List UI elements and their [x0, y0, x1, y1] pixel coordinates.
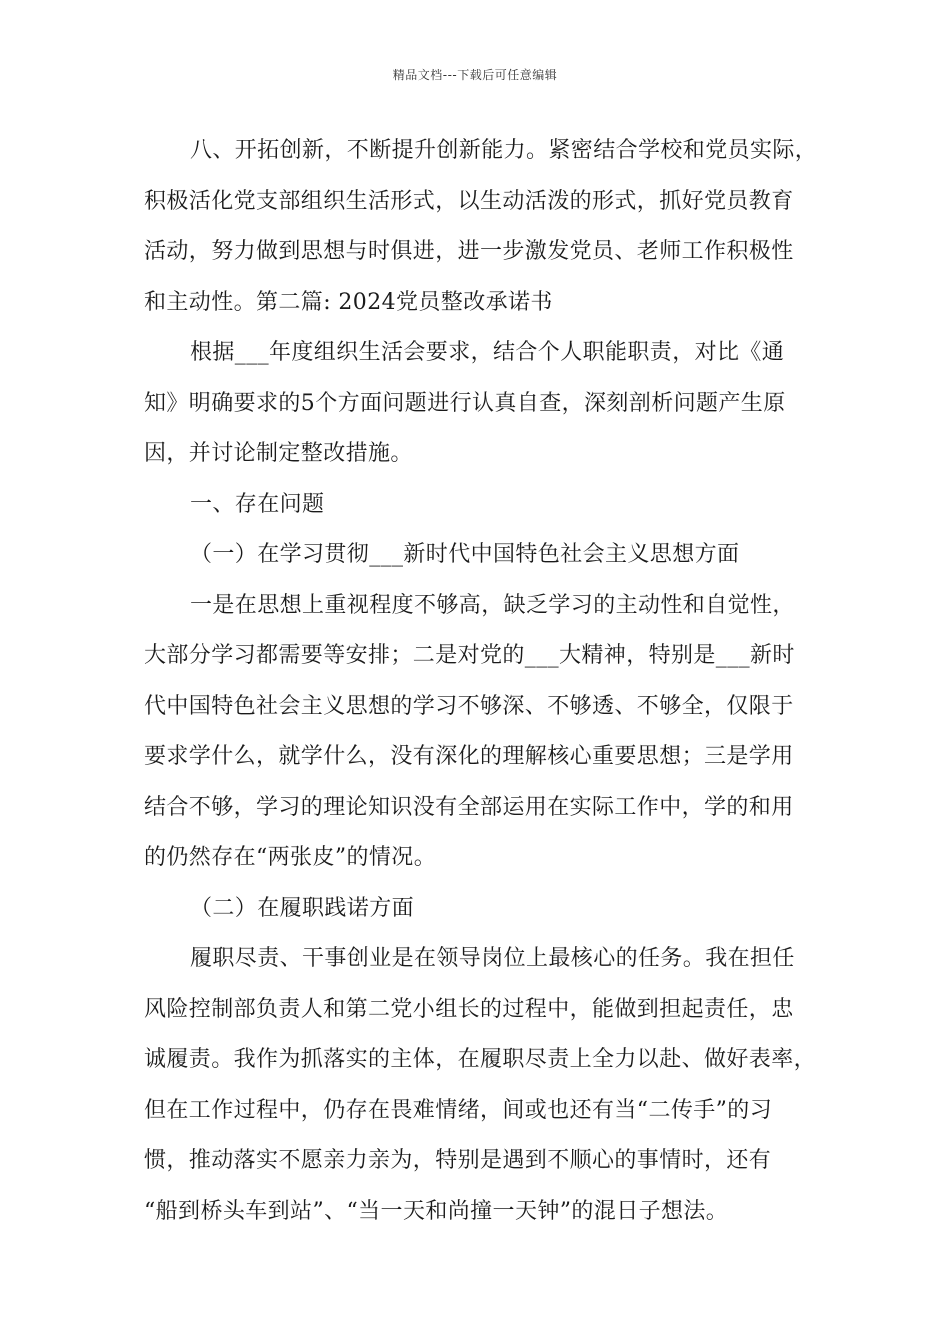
text-line: 的仍然存在“两张皮”的情况。 — [144, 845, 437, 870]
subsection-heading: （一）在学习贯彻___新时代中国特色社会主义思想方面 — [190, 542, 740, 567]
text-line: 因，并讨论制定整改措施。 — [144, 441, 413, 466]
text-line: 大部分学习都需要等安排；二是对党的___大精神，特别是___新时 — [144, 643, 795, 668]
text-line: 根据___年度组织生活会要求，结合个人职能职责，对比《通 — [190, 340, 785, 365]
text-line: 惯，推动落实不愿亲力亲为，特别是遇到不顺心的事情时，还有 — [144, 1148, 772, 1173]
text-line: 履职尽责、干事创业是在领导岗位上最核心的任务。我在担任 — [190, 946, 795, 971]
subsection-heading: （二）在履职践诺方面 — [190, 895, 415, 921]
text-line: 积极活化党支部组织生活形式，以生动活泼的形式，抓好党员教育 — [144, 188, 794, 214]
text-line: 风险控制部负责人和第二党小组长的过程中，能做到担起责任，忠 — [144, 996, 794, 1022]
text-line: 和主动性。第二篇: 2024党员整改承诺书 — [144, 289, 553, 315]
text-line: 结合不够，学习的理论知识没有全部运用在实际工作中，学的和用 — [144, 794, 794, 820]
text-line: 但在工作过程中，仍存在畏难情绪，间或也还有当“二传手”的习 — [144, 1097, 773, 1123]
text-line: 活动，努力做到思想与时俱进，进一步激发党员、老师工作积极性 — [144, 239, 794, 264]
page-header: 精品文档---下载后可任意编辑 — [392, 68, 558, 82]
text-line: 代中国特色社会主义思想的学习不够深、不够透、不够全，仅限于 — [144, 693, 794, 719]
document-body — [144, 126, 834, 1237]
text-line: 八、开拓创新，不断提升创新能力。紧密结合学校和党员实际， — [190, 138, 818, 163]
text-line: 一是在思想上重视程度不够高，缺乏学习的主动性和自觉性， — [190, 592, 795, 618]
text-line: 知》明确要求的5个方面问题进行认真自查，深刻剖析问题产生原 — [144, 390, 786, 416]
text-line: “船到桥头车到站”、“当一天和尚撞一天钟”的混日子想法。 — [144, 1198, 729, 1224]
section-heading: 一、存在问题 — [190, 491, 325, 517]
text-line: 要求学什么，就学什么，没有深化的理解核心重要思想；三是学用 — [144, 744, 794, 769]
text-line: 诚履责。我作为抓落实的主体，在履职尽责上全力以赴、做好表率， — [144, 1047, 817, 1072]
